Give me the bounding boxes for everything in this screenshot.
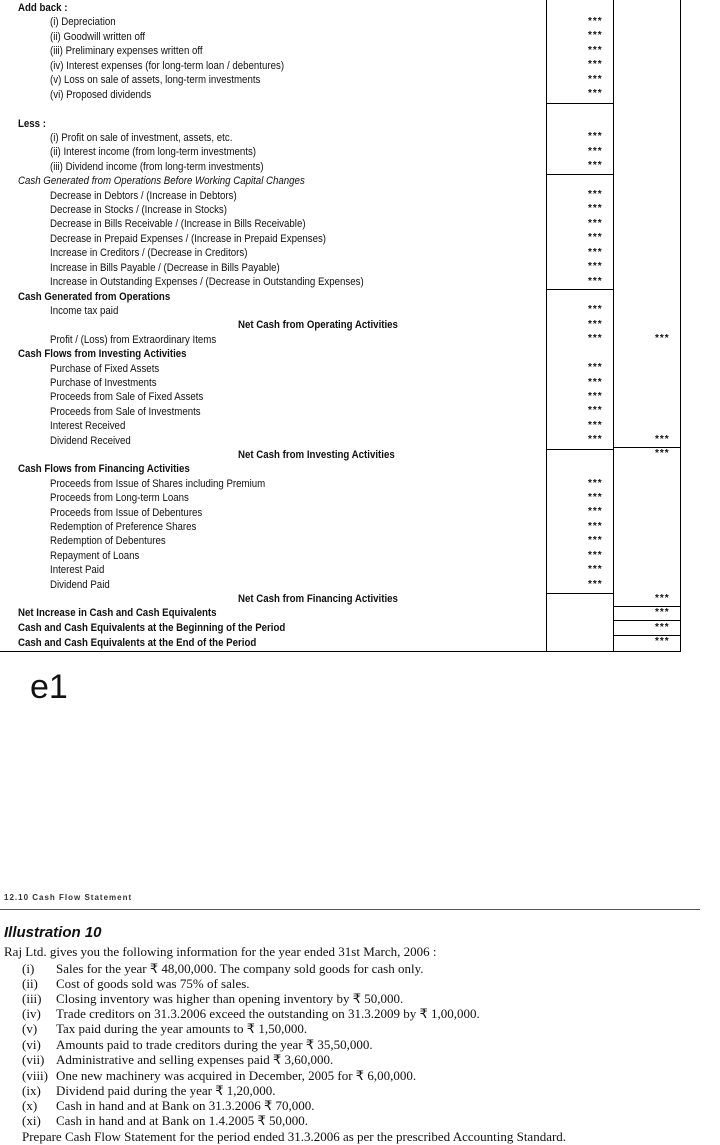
net-increase-line: Net Increase in Cash and Cash Equivalents <box>18 607 217 619</box>
handwritten-label: e1 <box>30 668 68 706</box>
amount-placeholder: *** <box>588 405 603 416</box>
amount-placeholder: *** <box>588 276 603 287</box>
total-rule <box>613 606 681 607</box>
header-rule <box>0 909 700 910</box>
statement-line: (iii) Preliminary expenses written off <box>50 45 203 57</box>
statement-line: Decrease in Prepaid Expenses / (Increase in Prepaid Expenses) <box>50 233 327 245</box>
illustration-item <box>22 1098 315 1113</box>
statement-line: Decrease in Debtors / (Increase in Debtors) <box>50 190 237 202</box>
statement-line: Dividend Received <box>50 435 131 447</box>
illustration-title: Illustration 10 <box>4 924 102 941</box>
amount-placeholder: *** <box>588 45 603 56</box>
less-heading: Less : <box>18 118 46 130</box>
item-text: Administrative and selling expenses paid ₹ 3,60,000. <box>56 1052 334 1067</box>
cash-from-ops-heading: Cash Generated from Operations <box>18 291 171 303</box>
item-text: One new machinery was acquired in December, 2005 for ₹ 6,00,000. <box>56 1068 417 1083</box>
statement-line: Purchase of Fixed Assets <box>50 363 160 375</box>
amount-placeholder: *** <box>655 448 670 459</box>
statement-line: (i) Depreciation <box>50 16 116 28</box>
illustration-item <box>22 1113 308 1128</box>
illustration-item <box>22 976 250 991</box>
amount-placeholder: *** <box>588 478 603 489</box>
total-rule <box>613 620 681 621</box>
subtotal-rule <box>546 289 614 290</box>
column-divider-left <box>546 0 547 652</box>
amount-placeholder: *** <box>588 492 603 503</box>
amount-placeholder: *** <box>588 420 603 431</box>
amount-placeholder: *** <box>588 189 603 200</box>
add-back-heading: Add back : <box>18 2 68 14</box>
item-number: (x) <box>22 1098 38 1113</box>
amount-placeholder: *** <box>588 506 603 517</box>
illustration-intro: Raj Ltd. gives you the following information for the year ended 31st March, 2006 : <box>4 944 437 959</box>
amount-placeholder: *** <box>655 636 670 647</box>
item-text: Cash in hand and at Bank on 1.4.2005 ₹ 50,000. <box>56 1113 308 1128</box>
statement-line: (iv) Interest expenses (for long-term loan / debentures) <box>50 60 285 72</box>
illustration-item <box>22 1052 333 1067</box>
amount-placeholder: *** <box>655 333 670 344</box>
amount-placeholder: *** <box>588 88 603 99</box>
subtotal-rule <box>546 449 614 450</box>
cash-end-line: Cash and Cash Equivalents at the End of the Period <box>18 637 257 649</box>
statement-line: Income tax paid <box>50 305 119 317</box>
statement-line: Decrease in Stocks / (Increase in Stocks) <box>50 204 228 216</box>
item-text: Cost of goods sold was 75% of sales. <box>56 976 250 991</box>
table-bottom-rule <box>0 651 681 652</box>
amount-placeholder: *** <box>588 131 603 142</box>
item-number: (iv) <box>22 1006 41 1021</box>
item-text: Cash in hand and at Bank on 31.3.2006 ₹ 70,000. <box>56 1098 315 1113</box>
subtotal-rule <box>546 593 614 594</box>
illustration-item <box>22 1021 307 1036</box>
amount-placeholder: *** <box>588 247 603 258</box>
amount-placeholder: *** <box>588 333 603 344</box>
amount-placeholder: *** <box>588 434 603 445</box>
amount-placeholder: *** <box>588 203 603 214</box>
amount-placeholder: *** <box>588 146 603 157</box>
amount-placeholder: *** <box>588 319 603 330</box>
amount-placeholder: *** <box>655 593 670 604</box>
item-number: (v) <box>22 1021 38 1036</box>
item-number: (vii) <box>22 1052 45 1067</box>
statement-line: (ii) Interest income (from long-term investments) <box>50 146 257 158</box>
running-header: 12.10 Cash Flow Statement <box>4 893 133 902</box>
illustration-item <box>22 1068 416 1083</box>
illustration-item <box>22 961 424 976</box>
illustration-question: Prepare Cash Flow Statement for the period ended 31.3.2006 as per the prescribed Accounting Standard. <box>22 1129 567 1144</box>
total-rule <box>613 447 681 448</box>
illustration-item <box>22 1083 275 1098</box>
column-divider-mid <box>613 0 614 652</box>
statement-line: Redemption of Preference Shares <box>50 521 197 533</box>
statement-line: Profit / (Loss) from Extraordinary Items <box>50 334 217 346</box>
item-number: (i) <box>22 961 35 976</box>
amount-placeholder: *** <box>588 16 603 27</box>
item-text: Closing inventory was higher than opening inventory by ₹ 50,000. <box>56 991 404 1006</box>
amount-placeholder: *** <box>588 74 603 85</box>
cash-before-wc-heading: Cash Generated from Operations Before Working Capital Changes <box>18 175 305 187</box>
item-number: (ix) <box>22 1083 41 1098</box>
statement-line: Decrease in Bills Receivable / (Increase in Bills Receivable) <box>50 218 306 230</box>
column-divider-right <box>680 0 681 652</box>
financing-heading: Cash Flows from Financing Activities <box>18 463 190 475</box>
statement-line: (i) Profit on sale of investment, assets, etc. <box>50 132 233 144</box>
item-text: Tax paid during the year amounts to ₹ 1,50,000. <box>56 1021 308 1036</box>
statement-line: Purchase of Investments <box>50 377 157 389</box>
amount-placeholder: *** <box>588 521 603 532</box>
item-number: (viii) <box>22 1068 48 1083</box>
statement-line: Proceeds from Sale of Fixed Assets <box>50 391 204 403</box>
statement-line: Proceeds from Issue of Debentures <box>50 507 203 519</box>
amount-placeholder: *** <box>588 377 603 388</box>
amount-placeholder: *** <box>588 218 603 229</box>
amount-placeholder: *** <box>655 434 670 445</box>
subtotal-rule <box>546 103 614 104</box>
item-number: (iii) <box>22 991 42 1006</box>
statement-line: (iii) Dividend income (from long-term investments) <box>50 161 264 173</box>
statement-line: Increase in Creditors / (Decrease in Creditors) <box>50 247 248 259</box>
statement-line: Increase in Outstanding Expenses / (Decrease in Outstanding Expenses) <box>50 276 364 288</box>
net-operating-total: Net Cash from Operating Activities <box>238 319 398 331</box>
statement-line: (vi) Proposed dividends <box>50 89 152 101</box>
amount-placeholder: *** <box>655 607 670 618</box>
amount-placeholder: *** <box>588 30 603 41</box>
net-financing-total: Net Cash from Financing Activities <box>238 593 398 605</box>
amount-placeholder: *** <box>588 160 603 171</box>
statement-line: (ii) Goodwill written off <box>50 31 146 43</box>
amount-placeholder: *** <box>588 304 603 315</box>
statement-line: (v) Loss on sale of assets, long-term investments <box>50 74 261 86</box>
item-text: Dividend paid during the year ₹ 1,20,000. <box>56 1083 276 1098</box>
statement-line: Proceeds from Sale of Investments <box>50 406 201 418</box>
item-number: (xi) <box>22 1113 41 1128</box>
amount-placeholder: *** <box>588 232 603 243</box>
item-text: Trade creditors on 31.3.2006 exceed the outstanding on 31.3.2009 by ₹ 1,00,000. <box>56 1006 480 1021</box>
amount-placeholder: *** <box>588 391 603 402</box>
illustration-item <box>22 1037 373 1052</box>
cash-beginning-line: Cash and Cash Equivalents at the Beginning of the Period <box>18 622 286 634</box>
amount-placeholder: *** <box>588 362 603 373</box>
amount-placeholder: *** <box>588 261 603 272</box>
amount-placeholder: *** <box>588 579 603 590</box>
amount-placeholder: *** <box>588 550 603 561</box>
statement-line: Dividend Paid <box>50 579 110 591</box>
item-number: (ii) <box>22 976 38 991</box>
amount-placeholder: *** <box>588 535 603 546</box>
total-rule <box>613 635 681 636</box>
item-text: Sales for the year ₹ 48,00,000. The company sold goods for cash only. <box>56 961 424 976</box>
statement-line: Proceeds from Issue of Shares including Premium <box>50 478 266 490</box>
item-number: (vi) <box>22 1037 41 1052</box>
amount-placeholder: *** <box>655 622 670 633</box>
statement-line: Interest Received <box>50 420 126 432</box>
statement-line: Repayment of Loans <box>50 550 140 562</box>
subtotal-rule <box>546 174 614 175</box>
statement-line: Redemption of Debentures <box>50 535 166 547</box>
investing-heading: Cash Flows from Investing Activities <box>18 348 187 360</box>
net-investing-total: Net Cash from Investing Activities <box>238 449 395 461</box>
amount-placeholder: *** <box>588 564 603 575</box>
statement-line: Proceeds from Long-term Loans <box>50 492 189 504</box>
item-text: Amounts paid to trade creditors during the year ₹ 35,50,000. <box>56 1037 373 1052</box>
statement-line: Increase in Bills Payable / (Decrease in Bills Payable) <box>50 262 280 274</box>
illustration-item <box>22 991 403 1006</box>
statement-line: Interest Paid <box>50 564 105 576</box>
illustration-item <box>22 1006 480 1021</box>
amount-placeholder: *** <box>588 59 603 70</box>
